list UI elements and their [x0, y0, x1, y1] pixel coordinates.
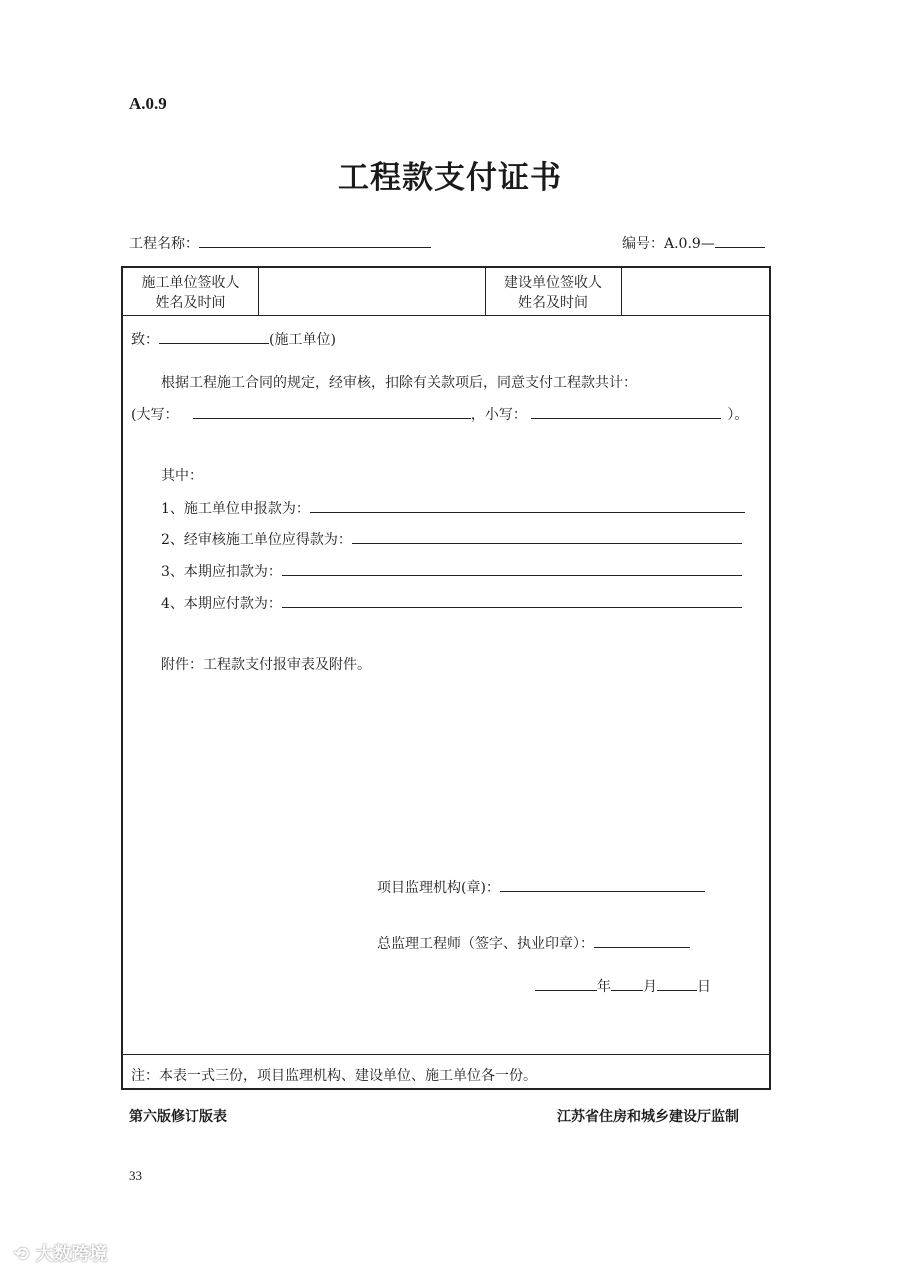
item-row [161, 560, 742, 581]
footer-issuer: 江苏省住房和城乡建设厅监制 [557, 1109, 739, 1125]
item-label: 1、施工单位申报款为： [161, 501, 310, 517]
capital-prefix: (大写： [131, 407, 179, 423]
year-field[interactable] [535, 975, 597, 991]
copies-note: 注：本表一式三份，项目监理机构、建设单位、施工单位各一份。 [131, 1068, 537, 1084]
watermark-logo [14, 1240, 107, 1266]
year-label: 年 [597, 979, 611, 995]
to-prefix: 致： [131, 332, 159, 348]
day-label: 日 [697, 979, 711, 995]
form-number-row [622, 232, 765, 253]
watermark-icon: ⟲ [14, 1244, 30, 1265]
among-label: 其中： [161, 468, 203, 484]
divider [258, 268, 259, 315]
item-row [161, 528, 742, 549]
deduction-field[interactable] [282, 560, 742, 576]
contractor-receiver-text: 施工单位签收人 姓名及时间 [141, 275, 240, 311]
divider [621, 268, 622, 315]
form-number-label: 编号：A.0.9— [622, 236, 715, 252]
supervision-org-field[interactable] [500, 876, 705, 892]
form-table [121, 266, 771, 1090]
chief-engineer-row [377, 932, 690, 953]
divider [123, 315, 769, 316]
project-name-field[interactable] [199, 232, 431, 248]
date-row [535, 975, 711, 996]
chief-engineer-label: 总监理工程师（签字、执业印章）： [377, 936, 594, 952]
month-field[interactable] [611, 975, 643, 991]
to-suffix: (施工单位) [269, 332, 336, 348]
item-row [161, 592, 742, 613]
chief-engineer-field[interactable] [594, 932, 690, 948]
item-label: 4、本期应付款为： [161, 596, 282, 612]
project-name-label: 工程名称： [129, 236, 199, 252]
capital-amount-field[interactable] [193, 403, 471, 419]
attachment-note: 附件：工程款支付报审表及附件。 [161, 657, 371, 673]
divider [123, 1054, 769, 1055]
month-label: 月 [643, 979, 657, 995]
supervision-org-row [377, 876, 705, 897]
to-field[interactable] [159, 328, 269, 344]
amount-suffix: ）。 [727, 407, 749, 423]
watermark-text: 大数跨境 [35, 1244, 108, 1265]
small-prefix: ，小写： [470, 407, 527, 423]
contractor-receiver-label [123, 273, 258, 313]
small-amount-field[interactable] [531, 403, 721, 419]
form-number-field[interactable] [715, 232, 765, 248]
item-row [161, 497, 745, 518]
page-title: 工程款支付证书 [338, 160, 562, 196]
supervision-org-label: 项目监理机构(章)： [377, 880, 500, 896]
footer-edition: 第六版修订版表 [129, 1109, 227, 1125]
approved-amount-field[interactable] [352, 528, 742, 544]
declared-amount-field[interactable] [310, 497, 745, 513]
to-line [131, 328, 336, 349]
form-code: A.0.9 [129, 94, 167, 113]
item-label: 2、经审核施工单位应得款为： [161, 532, 352, 548]
owner-receiver-text: 建设单位签收人 姓名及时间 [504, 275, 602, 311]
amount-line [131, 403, 748, 424]
payment-statement: 根据工程施工合同的规定，经审核，扣除有关款项后，同意支付工程款共计： [161, 375, 637, 391]
project-name-row [129, 232, 431, 253]
page-number: 33 [129, 1168, 142, 1183]
day-field[interactable] [657, 975, 697, 991]
payable-field[interactable] [282, 592, 742, 608]
owner-receiver-label [485, 273, 621, 313]
item-label: 3、本期应扣款为： [161, 564, 282, 580]
